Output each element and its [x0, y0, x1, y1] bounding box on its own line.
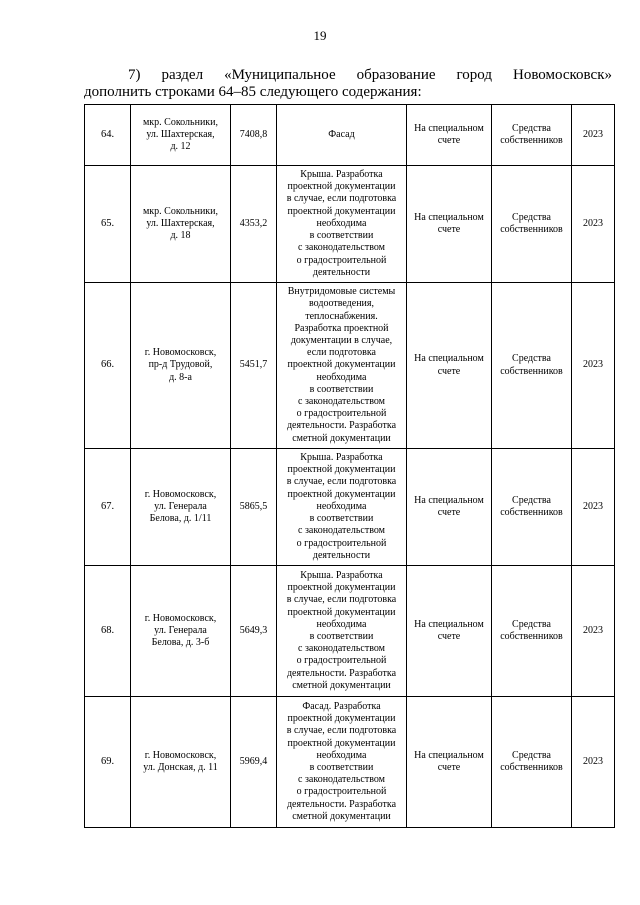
table-row	[85, 697, 615, 828]
row-number: 69.	[85, 697, 131, 828]
year-cell: 2023	[572, 105, 615, 166]
works-table-body	[85, 105, 615, 828]
method-cell: На специальном счете	[407, 566, 492, 697]
work-cell: Крыша. Разработка проектной документации в случае, если подготовка проектной документации необходима в соответствии с законодательством о градостроительной деятельности	[277, 166, 407, 283]
intro-line-2: дополнить строками 64–85 следующего содержания:	[84, 84, 422, 100]
year-cell: 2023	[572, 283, 615, 449]
intro-line-1: 7) раздел «Муниципальное образование город Новомосковск»	[128, 67, 612, 83]
source-cell: Средства собственников	[492, 105, 572, 166]
source-cell: Средства собственников	[492, 166, 572, 283]
work-cell: Фасад. Разработка проектной документации в случае, если подготовка проектной документации необходима в соответствии с законодательством о градостроительной деятельности. Разработка сметной документации	[277, 697, 407, 828]
year-cell: 2023	[572, 566, 615, 697]
address-cell: г. Новомосковск, ул. Генерала Белова, д. 3-б	[131, 566, 231, 697]
method-cell: На специальном счете	[407, 283, 492, 449]
address-cell: мкр. Сокольники, ул. Шахтерская, д. 18	[131, 166, 231, 283]
area-cell: 7408,8	[231, 105, 277, 166]
method-cell: На специальном счете	[407, 697, 492, 828]
work-cell: Крыша. Разработка проектной документации в случае, если подготовка проектной документации необходима в соответствии с законодательством о градостроительной деятельности	[277, 449, 407, 566]
works-table	[84, 104, 615, 828]
work-cell: Внутридомовые системы водоотведения, теплоснабжения. Разработка проектной документации в случае, если подготовка проектной документации необходима в соответствии с законодательством о градостроительной деятельности. Разработка сметной документации	[277, 283, 407, 449]
area-cell: 5865,5	[231, 449, 277, 566]
table-row	[85, 566, 615, 697]
address-cell: г. Новомосковск, ул. Генерала Белова, д. 1/11	[131, 449, 231, 566]
row-number: 66.	[85, 283, 131, 449]
row-number: 64.	[85, 105, 131, 166]
address-cell: г. Новомосковск, пр-д Трудовой, д. 8-а	[131, 283, 231, 449]
address-cell: г. Новомосковск, ул. Донская, д. 11	[131, 697, 231, 828]
row-number: 67.	[85, 449, 131, 566]
method-cell: На специальном счете	[407, 449, 492, 566]
address-cell: мкр. Сокольники, ул. Шахтерская, д. 12	[131, 105, 231, 166]
table-row	[85, 166, 615, 283]
year-cell: 2023	[572, 697, 615, 828]
area-cell: 5451,7	[231, 283, 277, 449]
area-cell: 5969,4	[231, 697, 277, 828]
source-cell: Средства собственников	[492, 449, 572, 566]
method-cell: На специальном счете	[407, 166, 492, 283]
table-row	[85, 105, 615, 166]
area-cell: 4353,2	[231, 166, 277, 283]
method-cell: На специальном счете	[407, 105, 492, 166]
table-row	[85, 449, 615, 566]
area-cell: 5649,3	[231, 566, 277, 697]
year-cell: 2023	[572, 166, 615, 283]
year-cell: 2023	[572, 449, 615, 566]
row-number: 65.	[85, 166, 131, 283]
page-number: 19	[313, 28, 327, 43]
work-cell: Крыша. Разработка проектной документации в случае, если подготовка проектной документации необходима в соответствии с законодательством о градостроительной деятельности. Разработка сметной документации	[277, 566, 407, 697]
row-number: 68.	[85, 566, 131, 697]
source-cell: Средства собственников	[492, 697, 572, 828]
table-row	[85, 283, 615, 449]
source-cell: Средства собственников	[492, 283, 572, 449]
source-cell: Средства собственников	[492, 566, 572, 697]
work-cell: Фасад	[277, 105, 407, 166]
